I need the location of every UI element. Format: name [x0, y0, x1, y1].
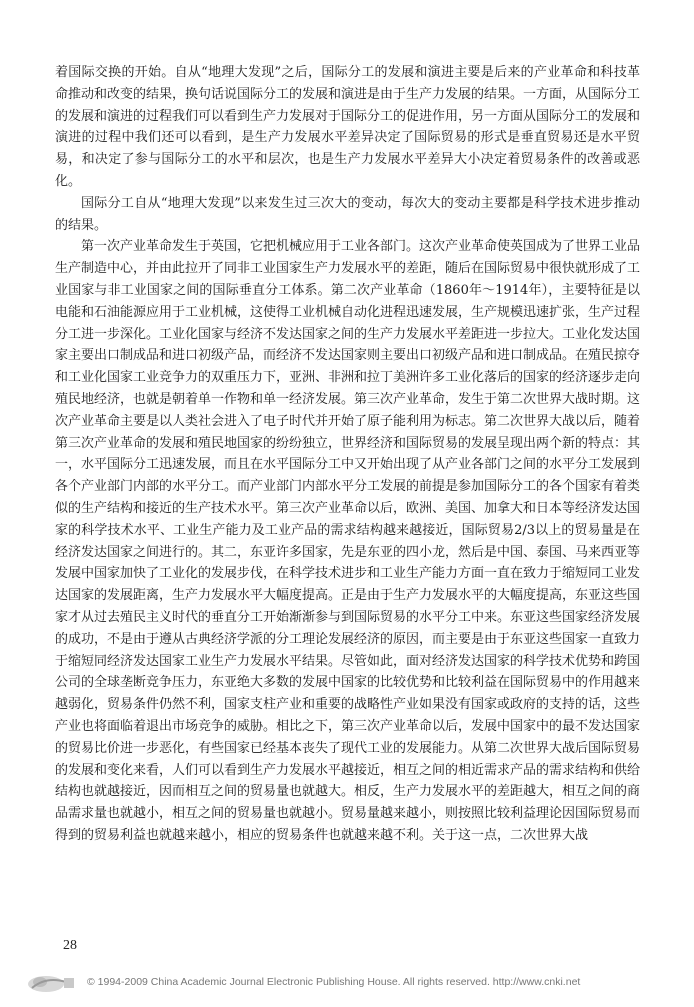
copyright-text: © 1994-2009 China Academic Journal Electronic Publishing House. All rights reserved. http://www.cnki.net [87, 976, 581, 988]
paragraph-2: 国际分工自从“地理大发现”以来发生过三次大的变动，每次大的变动主要都是科学技术进步推动的结果。 [55, 195, 640, 233]
cnki-logo-icon [26, 972, 78, 994]
article-body [55, 62, 640, 847]
page-number: 28 [63, 938, 77, 953]
footer [0, 970, 694, 1000]
paragraph-1: 着国际交换的开始。自从“地理大发现”之后，国际分工的发展和演进主要是后来的产业革命和科技革命推动和改变的结果，换句话说国际分工的发展和演进是由于生产力发展的结果。一方面，从国际分工的发展和演进的过程我们可以看到生产力发展对于国际分工的促进作用，另一方面从国际分工的发展和演进的过程中我们还可以看到，是生产力发展水平差异决定了国际贸易的形式是垂直贸易还是水平贸易，和决定了参与国际分工的水平和层次，也是生产力发展水平差异大小决定着贸易条件的改善或恶化。 [55, 65, 641, 189]
paragraph-3: 第一次产业革命发生于英国，它把机械应用于工业各部门。这次产业革命使英国成为了世界工业品生产制造中心，并由此拉开了同非工业国家生产力发展水平的差距，随后在国际贸易中很快就形成了工业国家与非工业国家之间的国际垂直分工体系。第二次产业革命（1860年～1914年），主要特征是以电能和石油能源应用于工业机械，这使得工业机械自动化进程迅速发展，生产规模迅速扩张，生产过程分工进一步深化。工业化国家与经济不发达国家之间的生产力发展水平差距进一步拉大。工业化发达国家主要出口制成品和进口初级产品，而经济不发达国家则主要出口初级产品和进口制成品。在殖民掠夺和工业化国家工业竞争力的双重压力下，亚洲、非洲和拉丁美洲许多工业化落后的国家的经济逐步走向殖民地经济，也就是朝着单一作物和单一经济发展。第三次产业革命，发生于第二次世界大战时期。这次产业革命主要是以人类社会进入了电子时代并开始了原子能利用为标志。第二次世界大战以后，随着第三次产业革命的发展和殖民地国家的纷纷独立，世界经济和国际贸易的发展呈现出两个新的特点：其一，水平国际分工迅速发展，而且在水平国际分工中又开始出现了从产业各部门之间的水平分工发展到各个产业部门内部的水平分工。而产业部门内部水平分工发展的前提是参加国际分工的各个国家有着类似的生产结构和接近的生产技术水平。第三次产业革命以后，欧洲、美国、加拿大和日本等经济发达国家的科学技术水平、工业生产能力及工业产品的需求结构越来越接近，国际贸易2/3以上的贸易量是在经济发达国家之间进行的。其二，东亚许多国家，先是东亚的四小龙，然后是中国、泰国、马来西亚等发展中国家加快了工业化的发展步伐，在科学技术进步和工业生产能力方面一直在致力于缩短同工业发达国家的发展距离，生产力发展水平大幅度提高。正是由于生产力发展水平的大幅度提高，东亚这些国家才从过去殖民主义时代的垂直分工开始渐渐参与到国际贸易的水平分工中来。东亚这些国家经济发展的成功，不是由于遵从古典经济学派的分工理论发展经济的原因，而主要是由于东亚这些国家一直致力于缩短同经济发达国家工业生产力发展水平结果。尽管如此，面对经济发达国家的科学技术优势和跨国公司的全球垄断竞争压力，东亚绝大多数的发展中国家的比较优势和比较利益在国际贸易中的作用越来越弱化，贸易条件仍然不利，国家支柱产业和重要的战略性产业如果没有国家或政府的支持的话，这些产业也将面临着退出市场竞争的威胁。相比之下，第三次产业革命以后，发展中国家中的最不发达国家的贸易比价进一步恶化，有些国家已经基本丧失了现代工业的发展能力。从第二次世界大战后国际贸易的发展和变化来看，人们可以看到生产力发展水平越接近，相互之间的相近需求产品的需求结构和供给结构也就越接近，因而相互之间的贸易量也就越大。相反，生产力发展水平的差距越大，相互之间的商品需求量也就越小，相互之间的贸易量也就越小。贸易量越来越小，则按照比较利益理论因国际贸易而得到的贸易利益也就越来越小，相应的贸易条件也就越来越不利。关于这一点，二次世界大战 [55, 239, 641, 843]
